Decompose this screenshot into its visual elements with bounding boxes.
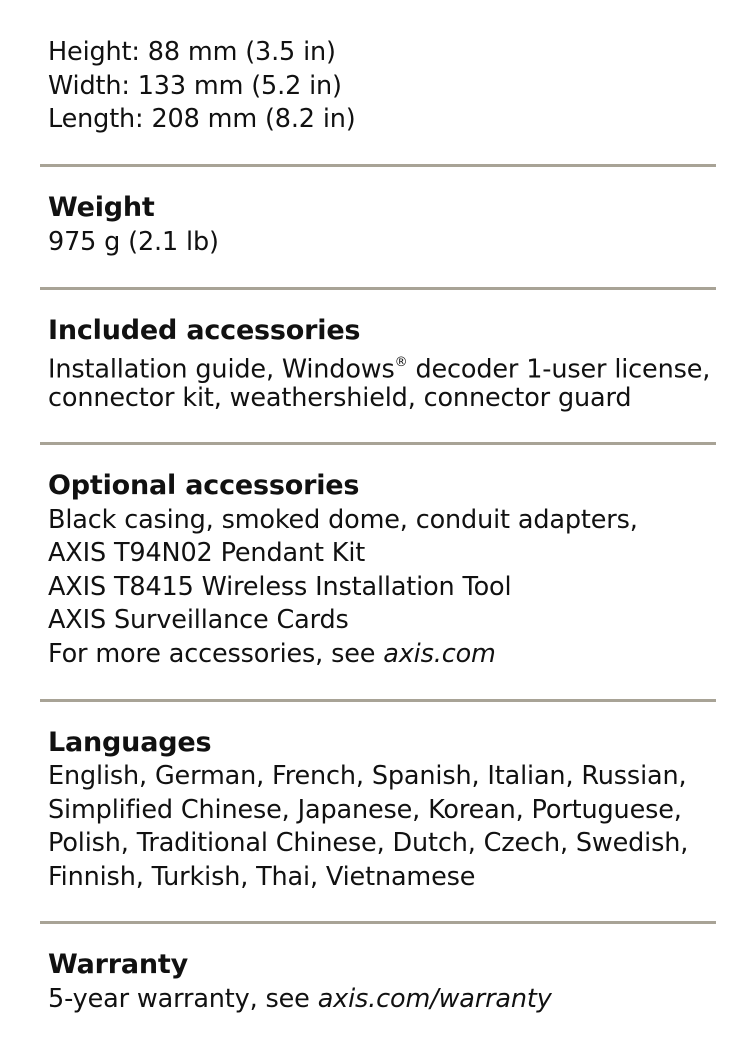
included-accessories-line-2: connector kit, weathershield, connector guard <box>48 383 632 413</box>
languages-line-3: Polish, Traditional Chinese, Dutch, Czech, Swedish, <box>48 828 689 858</box>
optional-accessories-line-3: AXIS T8415 Wireless Installation Tool <box>48 572 512 602</box>
divider-2 <box>40 287 716 290</box>
dimension-width: Width: 133 mm (5.2 in) <box>48 71 342 101</box>
warranty-line <box>48 983 552 1017</box>
languages-line-1: English, German, French, Spanish, Italian, Russian, <box>48 761 687 791</box>
divider-3 <box>40 442 716 445</box>
warranty-prefix: 5-year warranty, see <box>48 984 318 1014</box>
axis-com-link[interactable]: axis.com <box>383 639 496 669</box>
included-accessories-text-b: decoder 1-user license, <box>407 354 711 385</box>
included-accessories-text-a: Installation guide, Windows <box>48 354 395 385</box>
divider-4 <box>40 699 716 702</box>
included-accessories-heading: Included accessories <box>48 315 361 346</box>
languages-line-2: Simplified Chinese, Japanese, Korean, Portuguese, <box>48 795 682 825</box>
languages-line-4: Finnish, Turkish, Thai, Vietnamese <box>48 862 476 892</box>
optional-accessories-line-1: Black casing, smoked dome, conduit adapters, <box>48 505 638 535</box>
divider-5 <box>40 921 716 924</box>
divider-1 <box>40 164 716 167</box>
weight-value: 975 g (2.1 lb) <box>48 227 219 257</box>
weight-heading: Weight <box>48 192 155 223</box>
optional-accessories-heading: Optional accessories <box>48 470 360 501</box>
more-accessories-prefix: For more accessories, see <box>48 639 384 669</box>
warranty-heading: Warranty <box>48 949 189 980</box>
languages-heading: Languages <box>48 727 212 758</box>
registered-mark: ® <box>394 355 408 370</box>
warranty-link[interactable]: axis.com/warranty <box>317 984 552 1014</box>
optional-accessories-line-2: AXIS T94N02 Pendant Kit <box>48 538 366 568</box>
dimension-height: Height: 88 mm (3.5 in) <box>48 37 336 67</box>
optional-accessories-line-4: AXIS Surveillance Cards <box>48 605 349 635</box>
optional-accessories-more <box>48 638 496 672</box>
dimension-length: Length: 208 mm (8.2 in) <box>48 104 356 134</box>
